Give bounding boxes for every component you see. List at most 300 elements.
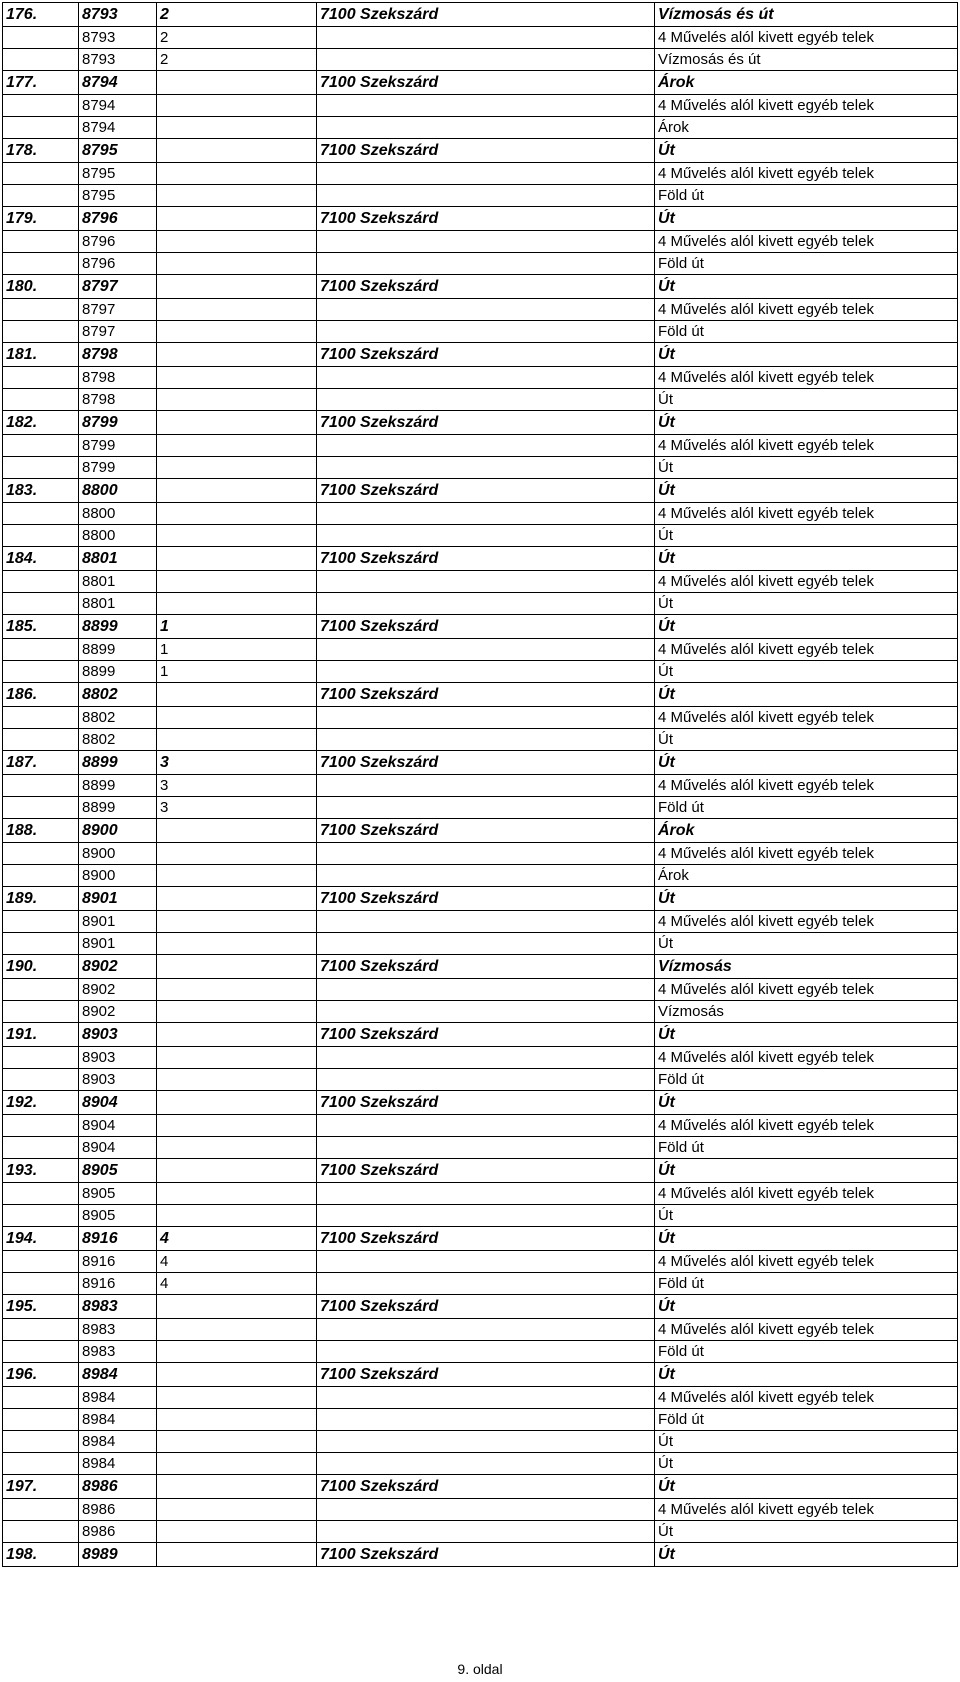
record-type: Út	[655, 1159, 958, 1183]
record-detail-row	[3, 1183, 958, 1205]
detail-parcel-sub	[157, 1521, 317, 1543]
detail-parcel-sub: 2	[157, 27, 317, 49]
detail-description: 4 Művelés alól kivett egyéb telek	[655, 639, 958, 661]
detail-parcel-sub	[157, 1387, 317, 1409]
detail-parcel-sub	[157, 117, 317, 139]
detail-blank	[317, 253, 655, 275]
record-parcel-number: 8799	[79, 411, 157, 435]
record-parcel-sub	[157, 1543, 317, 1567]
detail-parcel-sub: 1	[157, 661, 317, 683]
detail-description: 4 Művelés alól kivett egyéb telek	[655, 979, 958, 1001]
detail-blank	[317, 1251, 655, 1273]
record-detail-row	[3, 1069, 958, 1091]
detail-blank	[317, 389, 655, 411]
detail-description: 4 Művelés alól kivett egyéb telek	[655, 571, 958, 593]
detail-parcel-sub	[157, 321, 317, 343]
detail-parcel-sub	[157, 865, 317, 887]
detail-blank	[3, 1453, 79, 1475]
detail-parcel-number: 8986	[79, 1521, 157, 1543]
record-header-row	[3, 887, 958, 911]
detail-blank	[3, 389, 79, 411]
record-parcel-sub	[157, 1091, 317, 1115]
property-register	[2, 2, 958, 1567]
detail-blank	[3, 231, 79, 253]
detail-parcel-number: 8983	[79, 1341, 157, 1363]
record-header-row	[3, 1475, 958, 1499]
detail-blank	[317, 865, 655, 887]
detail-parcel-number: 8902	[79, 1001, 157, 1023]
record-detail-row	[3, 1499, 958, 1521]
record-parcel-number: 8797	[79, 275, 157, 299]
detail-parcel-number: 8796	[79, 231, 157, 253]
record-parcel-sub	[157, 275, 317, 299]
detail-parcel-number: 8984	[79, 1387, 157, 1409]
record-parcel-number: 8904	[79, 1091, 157, 1115]
record-detail-row	[3, 389, 958, 411]
record-detail-row	[3, 933, 958, 955]
detail-parcel-sub	[157, 1047, 317, 1069]
detail-parcel-number: 8899	[79, 797, 157, 819]
detail-parcel-number: 8984	[79, 1431, 157, 1453]
record-index: 181.	[3, 343, 79, 367]
record-detail-row	[3, 979, 958, 1001]
record-location: 7100 Szekszárd	[317, 683, 655, 707]
detail-blank	[3, 1431, 79, 1453]
record-parcel-number: 8903	[79, 1023, 157, 1047]
record-detail-row	[3, 775, 958, 797]
detail-parcel-number: 8793	[79, 27, 157, 49]
record-parcel-sub	[157, 955, 317, 979]
detail-parcel-sub: 3	[157, 775, 317, 797]
record-index: 187.	[3, 751, 79, 775]
detail-parcel-sub	[157, 1001, 317, 1023]
detail-description: Föld út	[655, 1069, 958, 1091]
record-header-row	[3, 3, 958, 27]
record-parcel-number: 8802	[79, 683, 157, 707]
record-parcel-sub: 3	[157, 751, 317, 775]
detail-description: Út	[655, 1205, 958, 1227]
record-parcel-number: 8899	[79, 615, 157, 639]
detail-blank	[3, 27, 79, 49]
record-parcel-number: 8798	[79, 343, 157, 367]
detail-parcel-number: 8793	[79, 49, 157, 71]
parcel-table-body	[3, 3, 958, 1567]
record-parcel-number: 8916	[79, 1227, 157, 1251]
record-parcel-number: 8795	[79, 139, 157, 163]
record-location: 7100 Szekszárd	[317, 751, 655, 775]
record-detail-row	[3, 1319, 958, 1341]
detail-blank	[3, 843, 79, 865]
record-location: 7100 Szekszárd	[317, 1295, 655, 1319]
detail-parcel-number: 8802	[79, 729, 157, 751]
record-parcel-sub	[157, 1295, 317, 1319]
record-location: 7100 Szekszárd	[317, 1159, 655, 1183]
record-type: Út	[655, 1227, 958, 1251]
detail-blank	[317, 1001, 655, 1023]
detail-description: 4 Művelés alól kivett egyéb telek	[655, 707, 958, 729]
record-location: 7100 Szekszárd	[317, 819, 655, 843]
detail-description: Út	[655, 525, 958, 547]
record-type: Út	[655, 1091, 958, 1115]
detail-parcel-number: 8798	[79, 367, 157, 389]
detail-blank	[3, 1205, 79, 1227]
detail-description: Út	[655, 1431, 958, 1453]
detail-description: 4 Művelés alól kivett egyéb telek	[655, 367, 958, 389]
detail-parcel-sub: 3	[157, 797, 317, 819]
record-type: Út	[655, 479, 958, 503]
detail-blank	[317, 1047, 655, 1069]
detail-parcel-number: 8904	[79, 1115, 157, 1137]
detail-parcel-number: 8903	[79, 1069, 157, 1091]
record-index: 186.	[3, 683, 79, 707]
record-location: 7100 Szekszárd	[317, 139, 655, 163]
detail-description: Föld út	[655, 1341, 958, 1363]
record-header-row	[3, 955, 958, 979]
detail-parcel-number: 8899	[79, 639, 157, 661]
detail-parcel-sub	[157, 1069, 317, 1091]
record-index: 177.	[3, 71, 79, 95]
detail-description: Föld út	[655, 797, 958, 819]
record-detail-row	[3, 1001, 958, 1023]
detail-blank	[317, 1069, 655, 1091]
record-parcel-sub	[157, 683, 317, 707]
detail-parcel-number: 8901	[79, 933, 157, 955]
detail-blank	[317, 843, 655, 865]
detail-parcel-number: 8800	[79, 525, 157, 547]
detail-parcel-number: 8900	[79, 843, 157, 865]
detail-parcel-number: 8984	[79, 1409, 157, 1431]
record-type: Út	[655, 411, 958, 435]
record-location: 7100 Szekszárd	[317, 1227, 655, 1251]
record-detail-row	[3, 639, 958, 661]
detail-parcel-sub	[157, 1499, 317, 1521]
record-type: Út	[655, 751, 958, 775]
detail-blank	[317, 1273, 655, 1295]
detail-parcel-number: 8899	[79, 661, 157, 683]
detail-blank	[3, 163, 79, 185]
detail-blank	[317, 1205, 655, 1227]
record-detail-row	[3, 1115, 958, 1137]
detail-blank	[3, 117, 79, 139]
record-type: Út	[655, 1475, 958, 1499]
detail-blank	[3, 911, 79, 933]
detail-description: Föld út	[655, 1273, 958, 1295]
record-location: 7100 Szekszárd	[317, 275, 655, 299]
detail-blank	[3, 775, 79, 797]
detail-parcel-number: 8800	[79, 503, 157, 525]
record-index: 184.	[3, 547, 79, 571]
record-location: 7100 Szekszárd	[317, 1543, 655, 1567]
detail-parcel-number: 8900	[79, 865, 157, 887]
record-parcel-number: 8794	[79, 71, 157, 95]
record-parcel-sub	[157, 1159, 317, 1183]
detail-blank	[317, 1115, 655, 1137]
record-header-row	[3, 1227, 958, 1251]
detail-parcel-number: 8984	[79, 1453, 157, 1475]
detail-description: 4 Művelés alól kivett egyéb telek	[655, 1115, 958, 1137]
record-detail-row	[3, 1047, 958, 1069]
detail-description: 4 Művelés alól kivett egyéb telek	[655, 231, 958, 253]
record-parcel-sub	[157, 819, 317, 843]
record-type: Út	[655, 887, 958, 911]
record-parcel-number: 8793	[79, 3, 157, 27]
record-location: 7100 Szekszárd	[317, 71, 655, 95]
record-type: Út	[655, 1023, 958, 1047]
record-index: 176.	[3, 3, 79, 27]
detail-blank	[317, 593, 655, 615]
record-detail-row	[3, 253, 958, 275]
record-detail-row	[3, 729, 958, 751]
record-header-row	[3, 275, 958, 299]
detail-description: Út	[655, 389, 958, 411]
record-header-row	[3, 1295, 958, 1319]
detail-blank	[3, 1183, 79, 1205]
record-parcel-sub	[157, 71, 317, 95]
record-parcel-sub	[157, 1363, 317, 1387]
detail-blank	[3, 1273, 79, 1295]
record-type: Árok	[655, 819, 958, 843]
detail-blank	[3, 1409, 79, 1431]
detail-blank	[3, 1115, 79, 1137]
detail-parcel-number: 8903	[79, 1047, 157, 1069]
detail-blank	[3, 639, 79, 661]
detail-description: Árok	[655, 117, 958, 139]
detail-parcel-sub	[157, 1183, 317, 1205]
detail-blank	[3, 571, 79, 593]
detail-blank	[317, 27, 655, 49]
record-parcel-sub	[157, 411, 317, 435]
detail-parcel-sub	[157, 1205, 317, 1227]
detail-parcel-sub	[157, 389, 317, 411]
record-type: Út	[655, 683, 958, 707]
detail-blank	[317, 1319, 655, 1341]
detail-blank	[3, 435, 79, 457]
record-location: 7100 Szekszárd	[317, 207, 655, 231]
detail-blank	[3, 367, 79, 389]
record-type: Út	[655, 275, 958, 299]
detail-description: 4 Művelés alól kivett egyéb telek	[655, 911, 958, 933]
detail-description: 4 Művelés alól kivett egyéb telek	[655, 1047, 958, 1069]
detail-parcel-number: 8983	[79, 1319, 157, 1341]
record-index: 197.	[3, 1475, 79, 1499]
record-detail-row	[3, 911, 958, 933]
record-detail-row	[3, 1137, 958, 1159]
detail-blank	[317, 639, 655, 661]
record-header-row	[3, 751, 958, 775]
detail-description: 4 Művelés alól kivett egyéb telek	[655, 299, 958, 321]
record-detail-row	[3, 571, 958, 593]
detail-description: 4 Művelés alól kivett egyéb telek	[655, 435, 958, 457]
detail-blank	[317, 1387, 655, 1409]
detail-blank	[3, 979, 79, 1001]
record-parcel-sub	[157, 1475, 317, 1499]
record-header-row	[3, 411, 958, 435]
detail-description: Föld út	[655, 1409, 958, 1431]
record-header-row	[3, 71, 958, 95]
detail-description: 4 Művelés alól kivett egyéb telek	[655, 95, 958, 117]
detail-blank	[317, 1499, 655, 1521]
record-location: 7100 Szekszárd	[317, 3, 655, 27]
record-header-row	[3, 615, 958, 639]
record-detail-row	[3, 1273, 958, 1295]
detail-parcel-sub	[157, 911, 317, 933]
detail-description: 4 Művelés alól kivett egyéb telek	[655, 1387, 958, 1409]
record-index: 185.	[3, 615, 79, 639]
record-detail-row	[3, 27, 958, 49]
detail-parcel-number: 8905	[79, 1205, 157, 1227]
detail-parcel-number: 8802	[79, 707, 157, 729]
detail-parcel-sub	[157, 1431, 317, 1453]
detail-blank	[3, 1069, 79, 1091]
detail-blank	[3, 707, 79, 729]
record-location: 7100 Szekszárd	[317, 615, 655, 639]
record-location: 7100 Szekszárd	[317, 547, 655, 571]
record-index: 198.	[3, 1543, 79, 1567]
detail-parcel-number: 8798	[79, 389, 157, 411]
detail-blank	[317, 797, 655, 819]
detail-parcel-sub	[157, 979, 317, 1001]
record-detail-row	[3, 503, 958, 525]
detail-parcel-number: 8902	[79, 979, 157, 1001]
detail-blank	[3, 1137, 79, 1159]
detail-blank	[317, 1341, 655, 1363]
record-detail-row	[3, 843, 958, 865]
record-header-row	[3, 547, 958, 571]
detail-parcel-sub	[157, 1319, 317, 1341]
record-detail-row	[3, 321, 958, 343]
record-type: Út	[655, 1363, 958, 1387]
record-header-row	[3, 1543, 958, 1567]
record-detail-row	[3, 1409, 958, 1431]
detail-blank	[317, 911, 655, 933]
detail-description: Út	[655, 1453, 958, 1475]
detail-parcel-sub	[157, 253, 317, 275]
record-parcel-sub	[157, 479, 317, 503]
detail-parcel-number: 8916	[79, 1251, 157, 1273]
record-type: Út	[655, 1543, 958, 1567]
detail-parcel-number: 8799	[79, 457, 157, 479]
detail-parcel-number: 8801	[79, 593, 157, 615]
detail-description: Föld út	[655, 185, 958, 207]
record-detail-row	[3, 185, 958, 207]
record-parcel-number: 8900	[79, 819, 157, 843]
record-index: 196.	[3, 1363, 79, 1387]
record-detail-row	[3, 1341, 958, 1363]
record-detail-row	[3, 231, 958, 253]
record-parcel-number: 8796	[79, 207, 157, 231]
record-detail-row	[3, 1387, 958, 1409]
detail-parcel-sub	[157, 367, 317, 389]
record-header-row	[3, 479, 958, 503]
detail-parcel-sub: 4	[157, 1273, 317, 1295]
detail-parcel-sub	[157, 571, 317, 593]
record-detail-row	[3, 593, 958, 615]
detail-blank	[317, 367, 655, 389]
detail-description: 4 Művelés alól kivett egyéb telek	[655, 843, 958, 865]
record-location: 7100 Szekszárd	[317, 343, 655, 367]
record-type: Vízmosás	[655, 955, 958, 979]
record-parcel-sub	[157, 207, 317, 231]
record-index: 194.	[3, 1227, 79, 1251]
record-detail-row	[3, 95, 958, 117]
record-type: Út	[655, 547, 958, 571]
detail-blank	[3, 661, 79, 683]
record-type: Út	[655, 139, 958, 163]
detail-blank	[3, 729, 79, 751]
detail-parcel-number: 8795	[79, 185, 157, 207]
record-parcel-sub	[157, 1023, 317, 1047]
record-parcel-sub	[157, 343, 317, 367]
detail-parcel-sub: 4	[157, 1251, 317, 1273]
record-type: Út	[655, 615, 958, 639]
record-header-row	[3, 683, 958, 707]
detail-parcel-number: 8794	[79, 117, 157, 139]
detail-parcel-sub	[157, 1137, 317, 1159]
detail-blank	[317, 1409, 655, 1431]
record-parcel-number: 8986	[79, 1475, 157, 1499]
detail-blank	[317, 707, 655, 729]
record-parcel-sub	[157, 547, 317, 571]
detail-blank	[3, 525, 79, 547]
detail-description: Föld út	[655, 321, 958, 343]
detail-blank	[317, 979, 655, 1001]
detail-blank	[3, 865, 79, 887]
detail-parcel-sub	[157, 1409, 317, 1431]
record-header-row	[3, 1091, 958, 1115]
detail-blank	[317, 1521, 655, 1543]
record-type: Út	[655, 1295, 958, 1319]
record-index: 179.	[3, 207, 79, 231]
record-detail-row	[3, 707, 958, 729]
detail-blank	[317, 185, 655, 207]
record-parcel-number: 8989	[79, 1543, 157, 1567]
detail-description: Út	[655, 661, 958, 683]
record-type: Út	[655, 207, 958, 231]
detail-blank	[317, 231, 655, 253]
detail-blank	[3, 457, 79, 479]
record-header-row	[3, 1023, 958, 1047]
detail-blank	[317, 299, 655, 321]
record-header-row	[3, 1159, 958, 1183]
detail-blank	[3, 503, 79, 525]
record-parcel-number: 8800	[79, 479, 157, 503]
detail-blank	[317, 49, 655, 71]
record-location: 7100 Szekszárd	[317, 955, 655, 979]
record-location: 7100 Szekszárd	[317, 1363, 655, 1387]
detail-blank	[3, 321, 79, 343]
detail-parcel-number: 8797	[79, 299, 157, 321]
record-parcel-sub: 4	[157, 1227, 317, 1251]
detail-blank	[3, 1387, 79, 1409]
detail-blank	[3, 933, 79, 955]
detail-blank	[317, 729, 655, 751]
detail-blank	[317, 1183, 655, 1205]
record-parcel-number: 8983	[79, 1295, 157, 1319]
detail-description: Vízmosás	[655, 1001, 958, 1023]
record-index: 180.	[3, 275, 79, 299]
detail-blank	[317, 95, 655, 117]
detail-blank	[317, 1431, 655, 1453]
record-detail-row	[3, 457, 958, 479]
record-detail-row	[3, 1205, 958, 1227]
detail-blank	[317, 661, 655, 683]
detail-blank	[3, 95, 79, 117]
record-index: 189.	[3, 887, 79, 911]
record-parcel-number: 8801	[79, 547, 157, 571]
record-detail-row	[3, 1453, 958, 1475]
detail-parcel-number: 8986	[79, 1499, 157, 1521]
detail-parcel-sub: 2	[157, 49, 317, 71]
